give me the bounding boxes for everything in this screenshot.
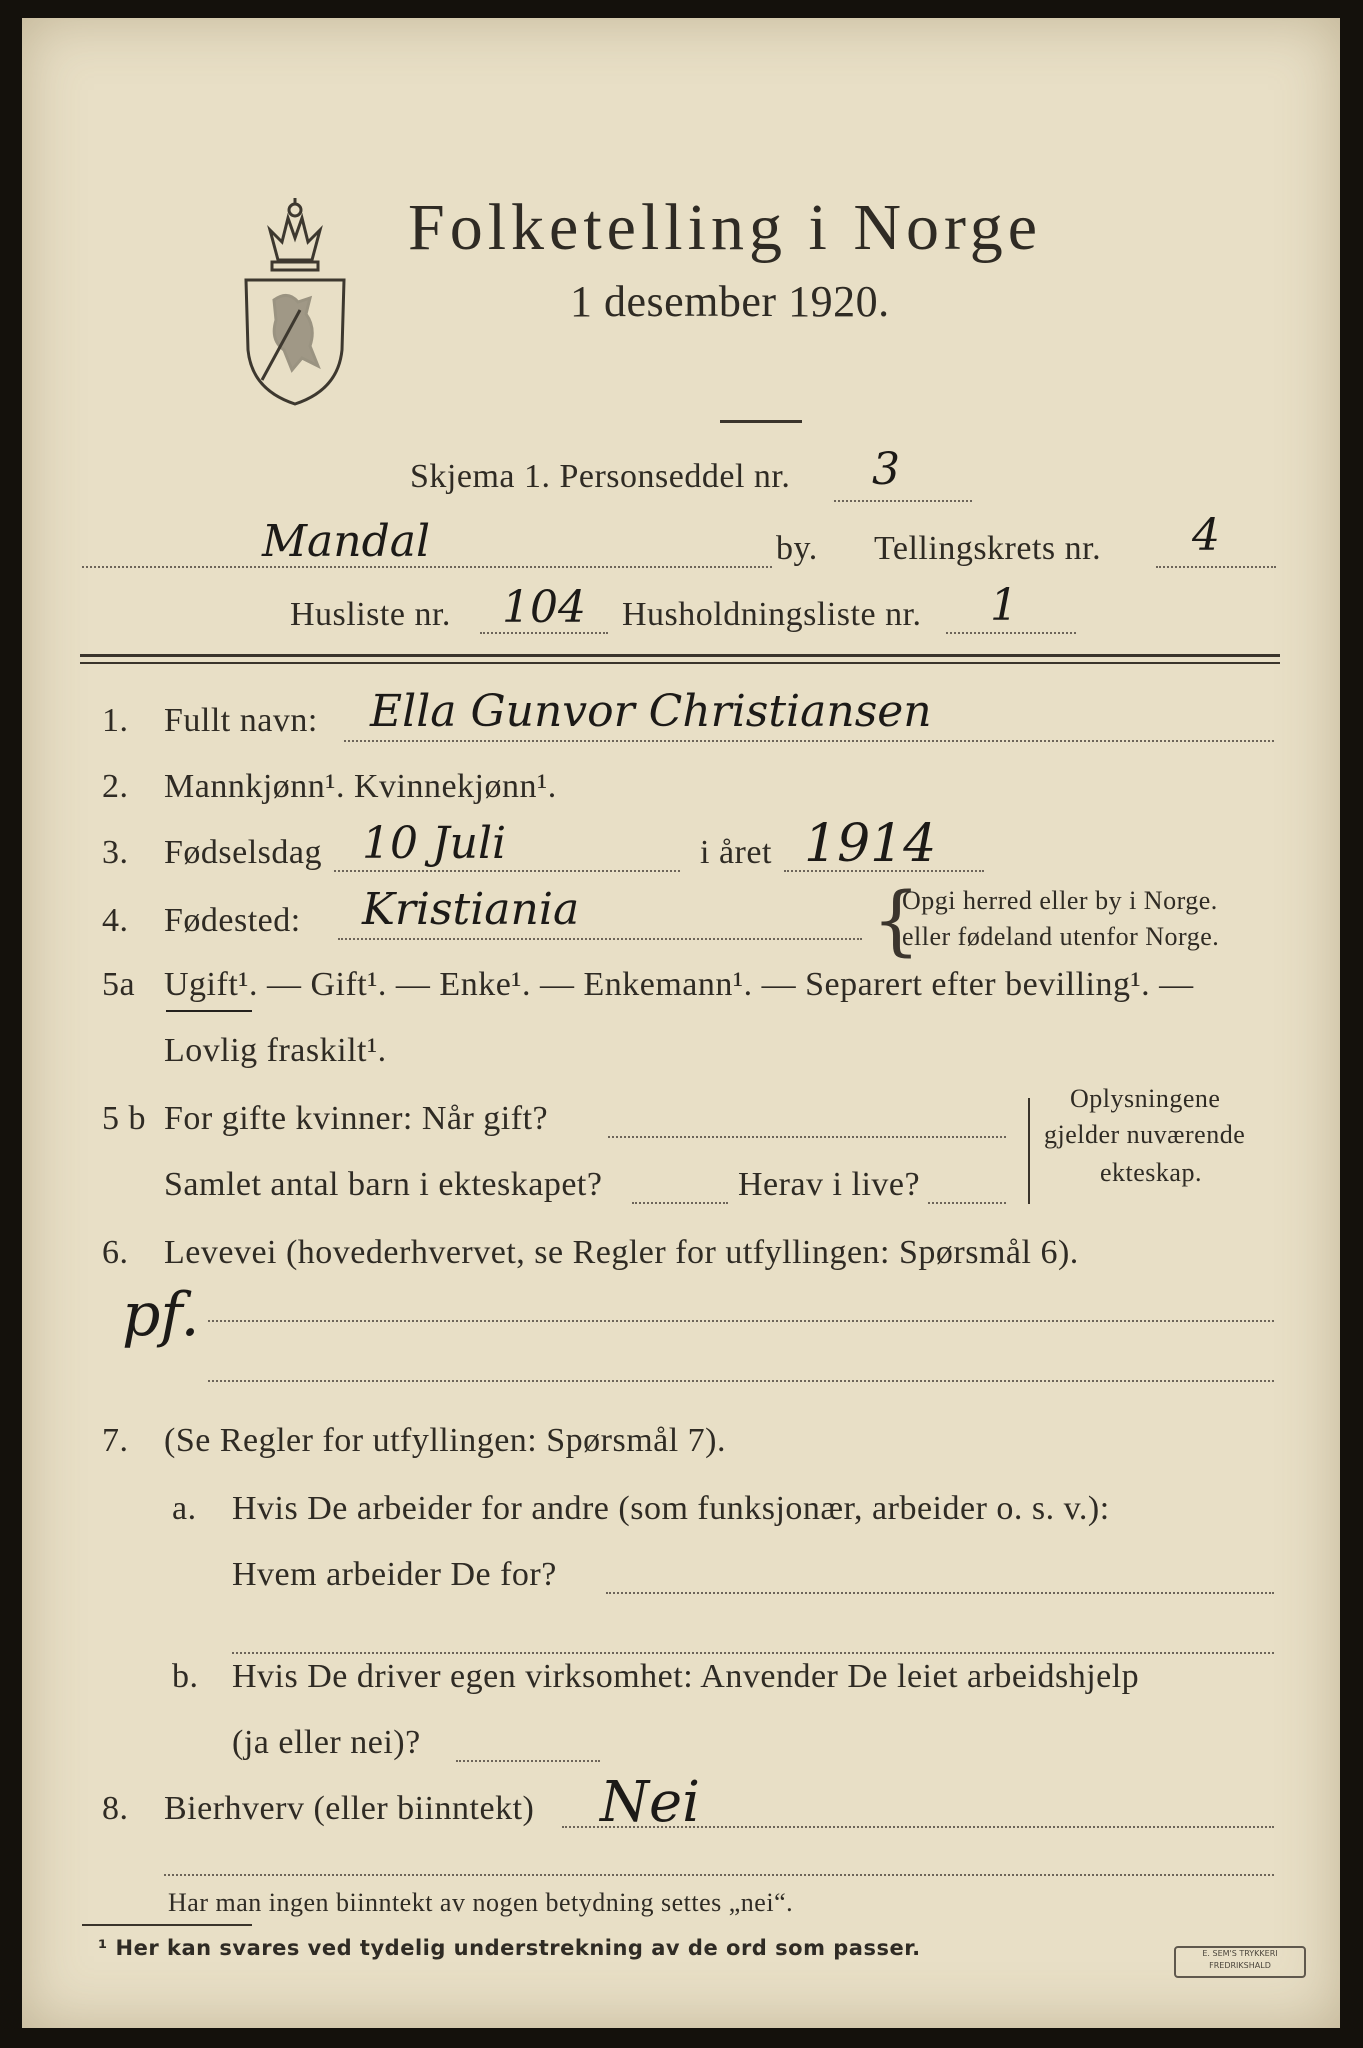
footnote: ¹ Her kan svares ved tydelig understrekning av de ord som passer. (98, 1936, 921, 1960)
q3-year-label: i året (700, 834, 772, 871)
children-count-field[interactable] (632, 1202, 728, 1204)
schema-number-value: 3 (872, 444, 900, 495)
full-name-field[interactable] (344, 740, 1274, 742)
q5b-note-line3: ekteskap. (1100, 1158, 1202, 1187)
printer-stamp-line2: FREDRIKSHALD (1209, 1961, 1271, 1970)
census-form (22, 18, 1340, 2028)
district-number-value: 4 (1192, 510, 1220, 561)
employer-field-line1[interactable] (606, 1592, 1274, 1594)
header-rule-bottom (80, 662, 1280, 664)
q5b-number: 5 b (102, 1100, 146, 1137)
birth-place-field[interactable] (338, 938, 862, 940)
birth-date-value: 10 Juli (362, 818, 507, 869)
household-list-label: Husholdningsliste nr. (622, 596, 922, 633)
q4-label: Fødested: (164, 902, 301, 939)
occupation-field-line2[interactable] (208, 1380, 1274, 1382)
q7b-letter: b. (172, 1658, 199, 1695)
birth-place-value: Kristiania (362, 884, 580, 935)
hired-help-field[interactable] (456, 1760, 600, 1762)
q5b-note-bracket (1028, 1098, 1030, 1204)
district-label: Tellingskrets nr. (874, 530, 1102, 567)
q7a-employer-label: Hvem arbeider De for? (232, 1556, 557, 1593)
q7-number: 7. (102, 1422, 129, 1459)
q4-number: 4. (102, 902, 129, 939)
q5b-note-line1: Oplysningene (1070, 1084, 1221, 1113)
q1-number: 1. (102, 702, 129, 739)
side-income-note: Har man ingen biinntekt av nogen betydning settes „nei“. (168, 1888, 794, 1917)
occupation-value: pf. (122, 1280, 200, 1350)
q7b-hired-help-label: (ja eller nei)? (232, 1724, 421, 1761)
note-separator (164, 1874, 1274, 1876)
header-rule-top (80, 654, 1280, 657)
q5b-note-line2: gjelder nuværende (1044, 1120, 1246, 1149)
birth-date-field[interactable] (334, 870, 680, 872)
household-list-value: 1 (990, 580, 1018, 631)
q3-label: Fødselsdag (164, 834, 322, 871)
q1-label: Fullt navn: (164, 702, 318, 739)
birth-year-value: 1914 (804, 814, 937, 874)
q3-number: 3. (102, 834, 129, 871)
occupation-field-line1[interactable] (208, 1320, 1274, 1322)
house-list-value: 104 (502, 582, 586, 633)
side-income-value: Nei (600, 1770, 701, 1835)
schema-number-field[interactable] (834, 500, 972, 502)
gender-options[interactable]: Mannkjønn¹. Kvinnekjønn¹. (164, 768, 557, 805)
q4-note-line1: Opgi herred eller by i Norge. (902, 886, 1218, 915)
house-list-label: Husliste nr. (290, 596, 451, 633)
town-value: Mandal (262, 516, 431, 567)
ugift-underline-mark (166, 1010, 252, 1012)
title-divider (720, 420, 802, 423)
census-date: 1 desember 1920. (570, 277, 890, 326)
q4-note-line2: eller fødeland utenfor Norge. (902, 922, 1220, 951)
marital-status-options[interactable]: Ugift¹. — Gift¹. — Enke¹. — Enkemann¹. — Separert efter bevilling¹. — (164, 966, 1194, 1003)
printer-stamp-line1: E. SEM'S TRYKKERI (1202, 1949, 1278, 1958)
full-name-value: Ella Gunvor Christiansen (370, 686, 932, 737)
district-number-field[interactable] (1156, 566, 1276, 568)
q7-label: (Se Regler for utfyllingen: Spørsmål 7). (164, 1422, 727, 1459)
q4-note-brace: { (872, 875, 921, 964)
household-list-field[interactable] (946, 632, 1076, 634)
q5b-married-when-label: For gifte kvinner: Når gift? (164, 1100, 549, 1137)
q8-number: 8. (102, 1790, 129, 1827)
q7a-letter: a. (172, 1490, 197, 1527)
children-alive-field[interactable] (928, 1202, 1006, 1204)
q7b-line1: Hvis De driver egen virksomhet: Anvender De leiet arbeidshjelp (232, 1658, 1140, 1695)
q5b-children-label: Samlet antal barn i ekteskapet? (164, 1166, 603, 1203)
footnote-rule (82, 1924, 252, 1926)
schema-label: Skjema 1. Personseddel nr. (410, 458, 791, 495)
q2-number: 2. (102, 768, 129, 805)
q8-label: Bierhverv (eller biinntekt) (164, 1790, 535, 1827)
coat-of-arms-emblem (240, 190, 350, 408)
married-when-field[interactable] (608, 1136, 1006, 1138)
q5b-alive-label: Herav i live? (738, 1166, 921, 1203)
q6-label: Levevei (hovederhvervet, se Regler for utfyllingen: Spørsmål 6). (164, 1234, 1079, 1271)
marital-status-options-line2[interactable]: Lovlig fraskilt¹. (164, 1032, 387, 1069)
form-title: Folketelling i Norge (408, 191, 1043, 264)
q7a-line1: Hvis De arbeider for andre (som funksjonær, arbeider o. s. v.): (232, 1490, 1110, 1527)
printer-stamp (1174, 1946, 1306, 1978)
q5a-number: 5a (102, 966, 136, 1003)
q6-number: 6. (102, 1234, 129, 1271)
town-suffix: by. (776, 530, 818, 567)
employer-field-line2[interactable] (232, 1652, 1274, 1654)
